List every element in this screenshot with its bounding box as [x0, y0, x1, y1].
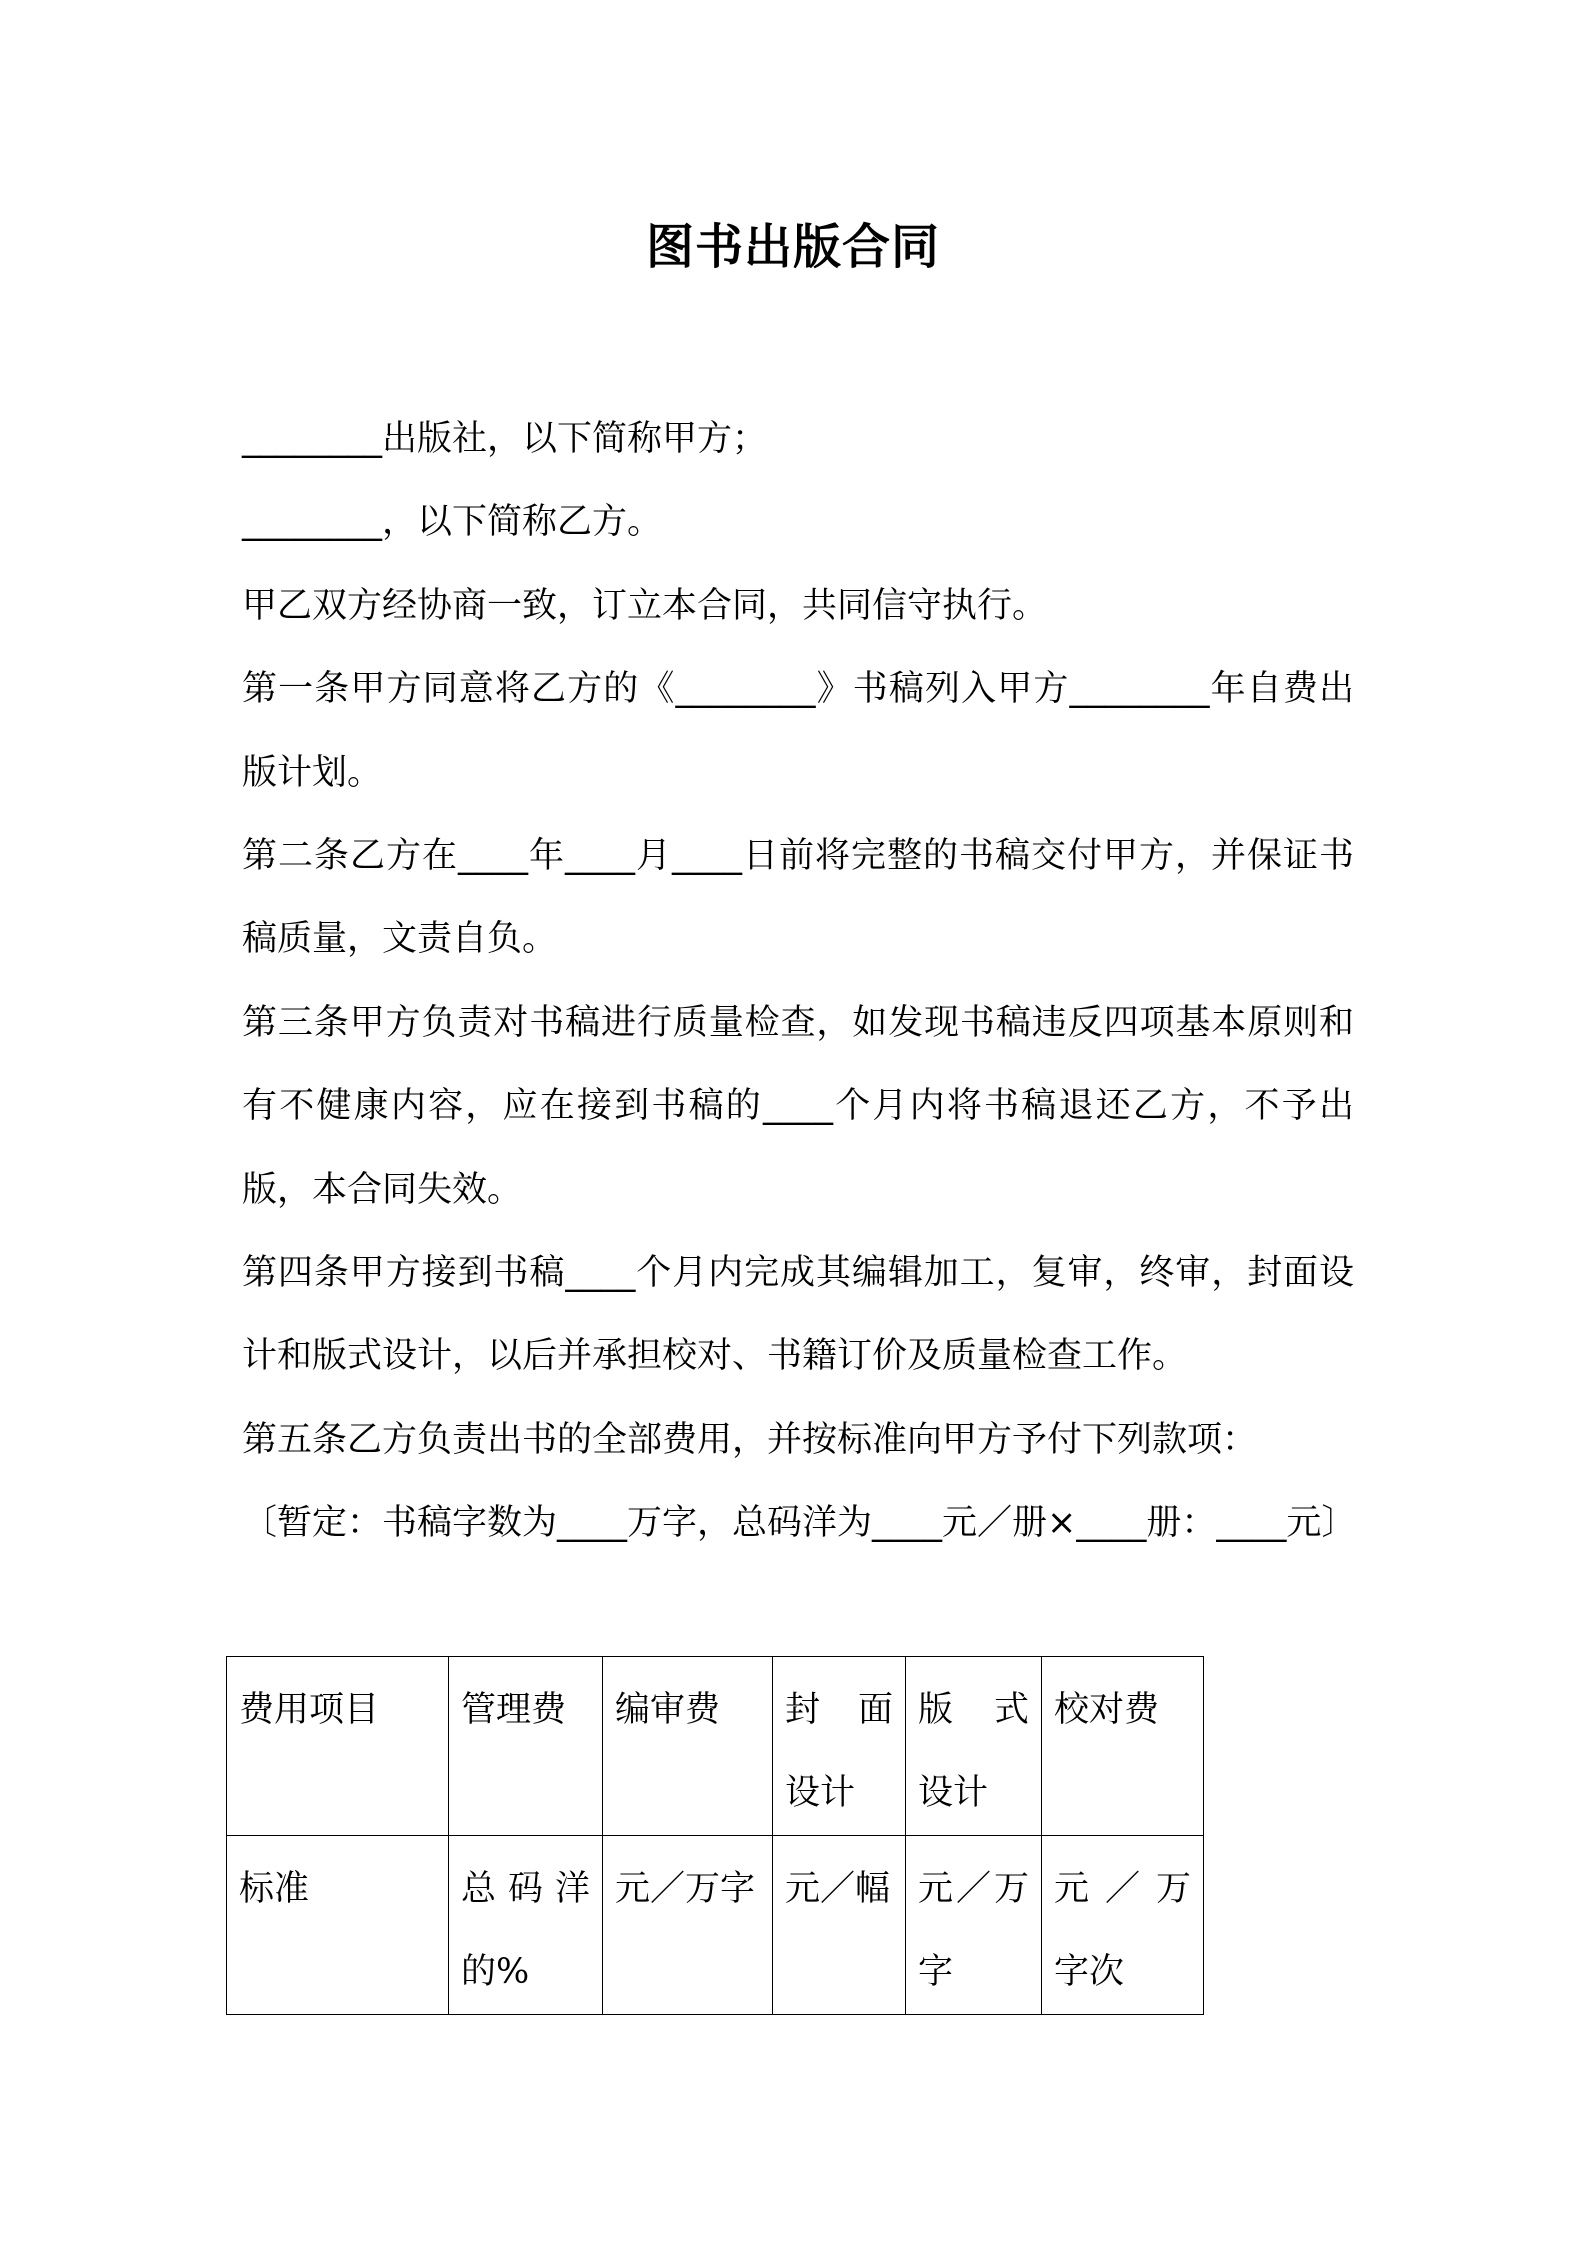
document-title: 图书出版合同: [645, 219, 940, 275]
table-row: [227, 1836, 1204, 2015]
clause-5: 第五条乙方负责出书的全部费用，并按标准向甲方予付下列款项：: [242, 1419, 1258, 1460]
table-cell-proofreading-rate: 元／万字次: [1042, 1836, 1204, 2015]
header-cell-cover-design: 封 面设计: [773, 1657, 906, 1836]
clause-2: 第二条乙方在____年____月____日前将完整的书稿交付甲方，并保证书稿质量，文责自负。: [242, 836, 1354, 960]
header-cell-editing-fee: 编审费: [603, 1657, 773, 1836]
agreement-intro: 甲乙双方经协商一致，订立本合同，共同信守执行。: [242, 585, 1048, 626]
header-cell-proofreading-fee: 校对费: [1042, 1657, 1204, 1836]
header-cell-management-fee: 管理费: [449, 1657, 603, 1836]
table-cell-cover-rate: 元／幅: [773, 1836, 906, 2015]
header-cell-fee-item: 费用项目: [227, 1657, 449, 1836]
party-a-line: ________出版社，以下简称甲方；: [242, 419, 768, 459]
party-b-line: ________，以下简称乙方。: [242, 502, 663, 543]
table-cell-layout-rate: 元／万字: [906, 1836, 1042, 2015]
clause-4: 第四条甲方接到书稿____个月内完成其编辑加工，复审，终审，封面设计和版式设计，以后并承担校对、书籍订价及质量检查工作。: [242, 1253, 1354, 1377]
fee-table: [226, 1656, 1204, 2015]
clause-1: 第一条甲方同意将乙方的《________》书稿列入甲方________年自费出版计划。: [242, 669, 1354, 793]
clause-5-tentative-note: 〔暂定：书稿字数为____万字，总码洋为____元／册×____册：____元〕: [242, 1503, 1357, 1544]
fee-table-header-row: [227, 1657, 1204, 1836]
table-cell-management-rate: 总码洋的%: [449, 1836, 603, 2015]
contract-body: [242, 398, 1357, 1566]
table-cell-editing-rate: 元／万字: [603, 1836, 773, 2015]
header-cell-layout-design: 版 式设计: [906, 1657, 1042, 1836]
clause-3: 第三条甲方负责对书稿进行质量检查，如发现书稿违反四项基本原则和有不健康内容，应在接到书稿的____个月内将书稿退还乙方，不予出版，本合同失效。: [242, 1002, 1354, 1210]
table-cell-standard: 标准: [227, 1836, 449, 2015]
